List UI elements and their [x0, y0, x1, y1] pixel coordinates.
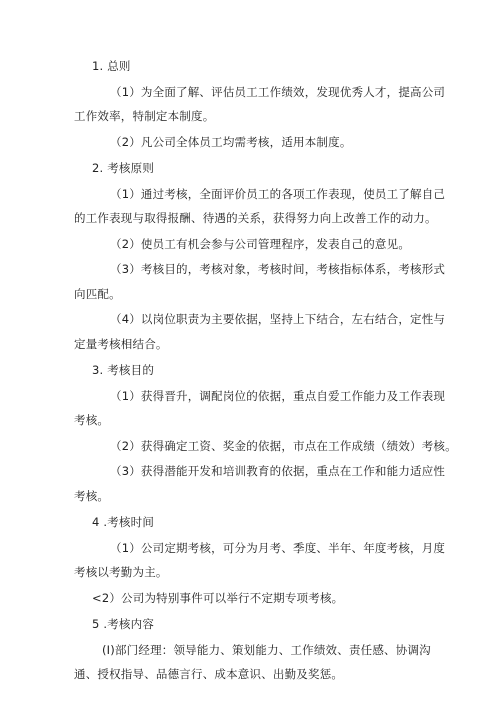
- paragraph-line: 考核。: [74, 413, 110, 427]
- paragraph-line: 考核。: [74, 489, 110, 503]
- paragraph-line: 定量考核相结合。: [74, 337, 168, 351]
- paragraph-line: 工作效率，特制定本制度。: [74, 109, 215, 123]
- section-heading-1: 1. 总则: [92, 59, 131, 73]
- paragraph-line: （2）获得确定工资、奖金的依据，市点在工作成绩（绩效）考核。: [110, 439, 457, 453]
- paragraph-line: （1）为全面了解、评估员工工作绩效，发现优秀人才，提高公司: [110, 85, 446, 99]
- paragraph-line: 考核以考勤为主。: [74, 565, 168, 579]
- paragraph-line: （2）使员工有机会参与公司管理程序，发表自己的意见。: [110, 237, 411, 251]
- paragraph-line: (I)部门经理：领导能力、策划能力、工作绩效、责任感、协调沟: [102, 643, 431, 657]
- section-heading-2: 2. 考核原则: [92, 161, 155, 175]
- section-heading-5: 5 .考核内容: [92, 617, 155, 631]
- paragraph-line: 的工作表现与取得报酬、待遇的关系，获得努力向上改善工作的动力。: [74, 211, 437, 225]
- paragraph-line: （3）考核目的，考核对象，考核时间，考核指标体系，考核形式: [110, 262, 446, 276]
- section-heading-4: 4 .考核时间: [92, 515, 155, 529]
- paragraph-line: 通、授权指导、品德言行、成本意识、出勤及奖惩。: [74, 667, 344, 681]
- paragraph-line: 向匹配。: [74, 287, 121, 301]
- paragraph-line: （1）公司定期考核，可分为月考、季度、半年、年度考核，月度: [110, 541, 446, 555]
- paragraph-line: <2）公司为特别事件可以举行不定期专项考核。: [92, 591, 344, 605]
- paragraph-line: （3）获得潜能开发和培训教育的依据，重点在工作和能力适应性: [110, 464, 446, 478]
- paragraph-line: （1）通过考核，全面评价员工的各项工作表现，使员工了解自己: [110, 187, 446, 201]
- paragraph-line: （2）凡公司全体员工均需考核，适用本制度。: [110, 135, 352, 149]
- paragraph-line: （4）以岗位职责为主要依据，坚持上下结合，左右结合，定性与: [110, 312, 446, 326]
- section-heading-3: 3. 考核目的: [92, 363, 155, 377]
- paragraph-line: （1）获得晋升，调配岗位的依据，重点自爱工作能力及工作表现: [110, 389, 446, 403]
